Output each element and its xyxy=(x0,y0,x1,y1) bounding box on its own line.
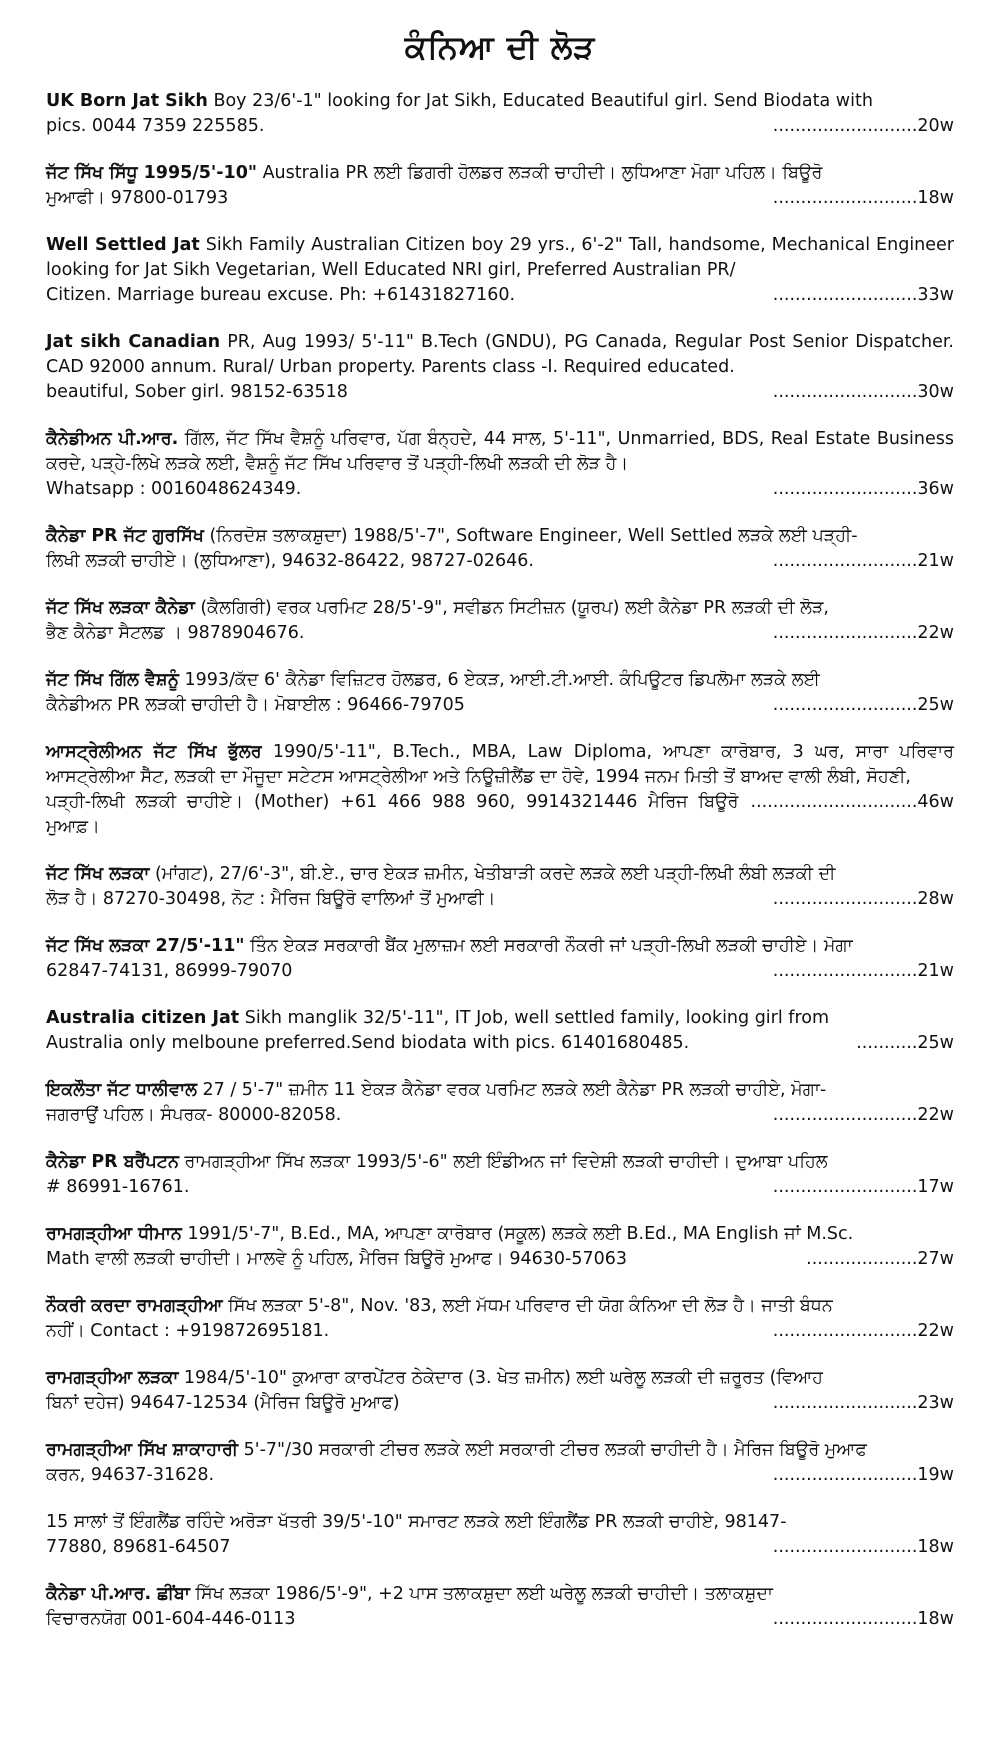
classifieds-page xyxy=(46,28,954,1654)
ad-last-line xyxy=(46,1247,954,1272)
ad-word-count-wrap xyxy=(761,477,954,502)
ad-body: ਸਿੱਖ ਲੜਕਾ 1986/5'-9", +2 ਪਾਸ ਤਲਾਕਸ਼ੁਦਾ ਲਈ ਘਰੇਲੂ ਲੜਕੀ ਚਾਹੀਦੀ। ਤਲਾਕਸ਼ੁਦਾ xyxy=(189,1584,773,1604)
dot-leader: .................... xyxy=(806,1249,918,1269)
dot-leader: .......................... xyxy=(772,1177,918,1197)
ad-listing xyxy=(46,1222,954,1272)
ad-last-line xyxy=(46,959,954,984)
ad-body: (ਨਿਰਦੋਸ਼ ਤਲਾਕਸ਼ੁਦਾ) 1988/5'-7", Software Engineer, Well Settled ਲੜਕੇ ਲਈ ਪੜ੍ਹੀ- xyxy=(203,526,858,546)
ad-word-count-wrap xyxy=(761,186,954,211)
ad-last-line xyxy=(46,380,954,405)
word-count: 20w xyxy=(917,116,954,136)
ad-lead: ਕੈਨੇਡੀਅਨ ਪੀ.ਆਰ. xyxy=(46,429,179,449)
ad-lead: UK Born Jat Sikh xyxy=(46,91,208,111)
ad-text xyxy=(46,233,954,283)
ad-lead: ਰਾਮਗੜ੍ਹੀਆ ਲੜਕਾ xyxy=(46,1368,179,1388)
ads-list xyxy=(46,89,954,1632)
ad-body: ਗਿੱਲ, ਜੱਟ ਸਿੱਖ ਵੈਸ਼ਨੂੰ ਪਰਿਵਾਰ, ਪੱਗ ਬੰਨ੍ਹਦੇ, 44 ਸਾਲ, 5'-11", Unmarried, BDS, Real Estate Business ਕਰਦੇ, ਪੜ੍ਹੇ-ਲਿਖੇ ਲੜਕੇ ਲਈ, ਵੈਸ਼ਨੂੰ ਜੱਟ ਸਿੱਖ ਪਰਿਵਾਰ ਤੋਂ ਪੜ੍ਹੀ-ਲਿਖੀ ਲੜਕੀ ਦੀ ਲੋੜ ਹੈ। xyxy=(46,429,954,474)
ad-word-count-wrap xyxy=(761,887,954,912)
ad-last-line xyxy=(46,549,954,574)
ad-listing xyxy=(46,427,954,502)
ad-word-count-wrap xyxy=(761,1391,954,1416)
ad-last-line xyxy=(46,1607,954,1632)
dot-leader: ........... xyxy=(856,1033,918,1053)
ad-contact: ਪੜ੍ਹੀ-ਲਿਖੀ ਲੜਕੀ ਚਾਹੀਏ। (Mother) +61 466 988 960, 9914321446 ਮੈਰਿਜ ਬਿਊਰੋ ਮੁਆਫ਼। xyxy=(46,792,739,837)
ad-last-line xyxy=(46,186,954,211)
dot-leader: .......................... xyxy=(772,1321,918,1341)
ad-lead: ਕੈਨੇਡਾ PR ਬਰੈਂਪਟਨ xyxy=(46,1152,179,1172)
ad-lead: ਕੈਨੇਡਾ PR ਜੱਟ ਗੁਰਸਿੱਖ xyxy=(46,526,204,546)
ad-listing xyxy=(46,1582,954,1632)
ad-listing xyxy=(46,862,954,912)
ad-body: 27 / 5'-7" ਜ਼ਮੀਨ 11 ਏਕੜ ਕੈਨੇਡਾ ਵਰਕ ਪਰਮਿਟ ਲੜਕੇ ਲਈ ਕੈਨੇਡਾ PR ਲੜਕੀ ਚਾਹੀਏ, ਮੋਗਾ- xyxy=(196,1080,827,1100)
ad-last-line xyxy=(46,790,954,840)
ad-word-count-wrap xyxy=(761,1175,954,1200)
ad-body: 15 ਸਾਲਾਂ ਤੋਂ ਇੰਗਲੈਂਡ ਰਹਿੰਦੇ ਅਰੋੜਾ ਖੱਤਰੀ 39/5'-10" ਸਮਾਰਟ ਲੜਕੇ ਲਈ ਇੰਗਲੈਂਡ PR ਲੜਕੀ ਚਾਹੀਏ, 98147- xyxy=(46,1512,787,1532)
ad-body: (ਕੈਲਗਿਰੀ) ਵਰਕ ਪਰਮਿਟ 28/5'-9", ਸਵੀਡਨ ਸਿਟੀਜ਼ਨ (ਯੂਰਪ) ਲਈ ਕੈਨੇਡਾ PR ਲੜਕੀ ਦੀ ਲੋੜ, xyxy=(194,598,829,618)
ad-lead: Australia citizen Jat xyxy=(46,1008,240,1028)
ad-text xyxy=(46,934,954,959)
ad-lead: ਜੱਟ ਸਿੱਖ ਗਿੱਲ ਵੈਸ਼ਨੂੰ xyxy=(46,670,179,690)
ad-text xyxy=(46,427,954,477)
ad-body: Australia PR ਲਈ ਡਿਗਰੀ ਹੋਲਡਰ ਲੜਕੀ ਚਾਹੀਦੀ। ਲੁਧਿਆਣਾ ਮੋਗਾ ਪਹਿਲ। ਬਿਊਰੋ xyxy=(257,163,823,183)
word-count: 18w xyxy=(917,188,954,208)
ad-word-count-wrap xyxy=(761,693,954,718)
ad-body: 1990/5'-11", B.Tech., MBA, Law Diploma, ਆਪਣਾ ਕਾਰੋਬਾਰ, 3 ਘਰ, ਸਾਰਾ ਪਰਿਵਾਰ ਆਸਟ੍ਰੇਲੀਆ ਸੈੱਟ, ਲੜਕੀ ਦਾ ਮੌਜੂਦਾ ਸਟੇਟਸ ਆਸਟ੍ਰੇਲੀਆ ਅਤੇ ਨਿਊਜ਼ੀਲੈਂਡ ਦਾ ਹੋਵੇ, 1994 ਜਨਮ ਮਿਤੀ ਤੋਂ ਬਾਅਦ ਵਾਲੀ ਲੰਬੀ, ਸੋਹਣੀ, xyxy=(46,742,955,787)
ad-text xyxy=(46,330,954,380)
ad-text xyxy=(46,89,954,114)
ad-listing xyxy=(46,1078,954,1128)
word-count: 27w xyxy=(917,1249,954,1269)
dot-leader: .......................... xyxy=(772,1393,918,1413)
ad-body: 1991/5'-7", B.Ed., MA, ਆਪਣਾ ਕਾਰੋਬਾਰ (ਸਕੂਲ) ਲੜਕੇ ਲਈ B.Ed., MA English ਜਾਂ M.Sc. xyxy=(181,1224,854,1244)
ad-text xyxy=(46,1366,954,1391)
ad-contact: # 86991-16761. xyxy=(46,1177,190,1197)
ad-text xyxy=(46,1150,954,1175)
ad-listing xyxy=(46,668,954,718)
ad-word-count-wrap xyxy=(761,380,954,405)
ad-contact: ਨਹੀਂ। Contact : +919872695181. xyxy=(46,1321,330,1341)
ad-word-count-wrap xyxy=(761,959,954,984)
ad-listing xyxy=(46,330,954,405)
ad-last-line xyxy=(46,1103,954,1128)
ad-body: PR, Aug 1993/ 5'-11" B.Tech (GNDU), PG Canada, Regular Post Senior Dispatcher. CAD 92000 annum. Rural/ Urban property. Parents class -I. Required educated. xyxy=(46,332,954,377)
ad-contact: ਕੈਨੇਡੀਅਨ PR ਲੜਕੀ ਚਾਹੀਦੀ ਹੈ। ਮੋਬਾਈਲ : 96466-79705 xyxy=(46,695,465,715)
ad-listing xyxy=(46,596,954,646)
ad-word-count-wrap xyxy=(761,1535,954,1560)
dot-leader: .......................... xyxy=(772,1537,918,1557)
ad-text xyxy=(46,524,954,549)
ad-lead: ਜੱਟ ਸਿੱਖ ਲੜਕਾ xyxy=(46,864,150,884)
ad-last-line xyxy=(46,1535,954,1560)
ad-contact: Math ਵਾਲੀ ਲੜਕੀ ਚਾਹੀਦੀ। ਮਾਲਵੇ ਨੂੰ ਪਹਿਲ, ਮੈਰਿਜ ਬਿਊਰੋ ਮੁਆਫ। 94630-57063 xyxy=(46,1249,628,1269)
ad-lead: ਰਾਮਗੜ੍ਹੀਆ ਧੀਮਾਨ xyxy=(46,1224,182,1244)
word-count: 23w xyxy=(917,1393,954,1413)
ad-word-count-wrap xyxy=(794,1247,954,1272)
ad-word-count-wrap xyxy=(761,549,954,574)
ad-contact: Whatsapp : 0016048624349. xyxy=(46,479,302,499)
ad-word-count-wrap xyxy=(761,283,954,308)
word-count: 17w xyxy=(917,1177,954,1197)
ad-lead: Well Settled Jat xyxy=(46,235,200,255)
dot-leader: .......................... xyxy=(772,116,918,136)
ad-body: Sikh manglik 32/5'-11", IT Job, well settled family, looking girl from xyxy=(239,1008,830,1028)
ad-body: ਸਿੱਖ ਲੜਕਾ 5'-8", Nov. '83, ਲਈ ਮੱਧਮ ਪਰਿਵਾਰ ਦੀ ਯੋਗ ਕੰਨਿਆ ਦੀ ਲੋੜ ਹੈ। ਜਾਤੀ ਬੰਧਨ xyxy=(222,1296,833,1316)
word-count: 30w xyxy=(917,382,954,402)
ad-last-line xyxy=(46,477,954,502)
ad-lead: ਆਸਟ੍ਰੇਲੀਅਨ ਜੱਟ ਸਿੱਖ ਭੁੱਲਰ xyxy=(46,742,262,762)
ad-lead: ਇਕਲੌਤਾ ਜੱਟ ਧਾਲੀਵਾਲ xyxy=(46,1080,197,1100)
ad-last-line xyxy=(46,1463,954,1488)
dot-leader: .......................... xyxy=(772,695,918,715)
ad-word-count-wrap xyxy=(761,114,954,139)
ad-lead: ਰਾਮਗੜ੍ਹੀਆ ਸਿੱਖ ਸ਼ਾਕਾਹਾਰੀ xyxy=(46,1440,239,1460)
ad-contact: ਮੁਆਫੀ। 97800-01793 xyxy=(46,188,229,208)
ad-body: 1993/ਕੱਦ 6' ਕੈਨੇਡਾ ਵਿਜ਼ਿਟਰ ਹੋਲਡਰ, 6 ਏਕੜ, ਆਈ.ਟੀ.ਆਈ. ਕੰਪਿਊਟਰ ਡਿਪਲੋਮਾ ਲੜਕੇ ਲਈ xyxy=(178,670,820,690)
ad-listing xyxy=(46,1366,954,1416)
ad-lead: ਜੱਟ ਸਿੱਖ ਲੜਕਾ 27/5'-11" xyxy=(46,936,245,956)
dot-leader: .......................... xyxy=(772,382,918,402)
ad-text xyxy=(46,161,954,186)
ad-listing xyxy=(46,934,954,984)
ad-contact: Australia only melboune preferred.Send biodata with pics. 61401680485. xyxy=(46,1033,690,1053)
ad-body: 1984/5'-10" ਕੁਆਰਾ ਕਾਰਪੇਂਟਰ ਠੇਕੇਦਾਰ (3. ਖੇਤ ਜ਼ਮੀਨ) ਲਈ ਘਰੇਲੂ ਲੜਕੀ ਦੀ ਜ਼ਰੂਰਤ (ਵਿਆਹ xyxy=(178,1368,823,1388)
ad-text xyxy=(46,596,954,621)
ad-last-line xyxy=(46,621,954,646)
ad-body: 5'-7"/30 ਸਰਕਾਰੀ ਟੀਚਰ ਲੜਕੇ ਲਈ ਸਰਕਾਰੀ ਟੀਚਰ ਲੜਕੀ ਚਾਹੀਦੀ ਹੈ। ਮੈਰਿਜ ਬਿਊਰੋ ਮੁਆਫ xyxy=(238,1440,867,1460)
ad-last-line xyxy=(46,1175,954,1200)
ad-last-line xyxy=(46,693,954,718)
word-count: 25w xyxy=(917,1033,954,1053)
ad-lead: ਜੱਟ ਸਿੱਖ ਸਿੱਧੂ 1995/5'-10" xyxy=(46,163,257,183)
ad-listing xyxy=(46,89,954,139)
ad-word-count-wrap xyxy=(761,621,954,646)
ad-contact: ਲਿਖੀ ਲੜਕੀ ਚਾਹੀਏ। (ਲੁਧਿਆਣਾ), 94632-86422, 98727-02646. xyxy=(46,551,534,571)
ad-body: (ਮਾਂਗਟ), 27/6'-3", ਬੀ.ਏ., ਚਾਰ ਏਕੜ ਜ਼ਮੀਨ, ਖੇਤੀਬਾੜੀ ਕਰਦੇ ਲੜਕੇ ਲਈ ਪੜ੍ਹੀ-ਲਿਖੀ ਲੰਬੀ ਲੜਕੀ ਦੀ xyxy=(149,864,836,884)
word-count: 22w xyxy=(917,1321,954,1341)
dot-leader: .......................... xyxy=(772,889,918,909)
dot-leader: .......................... xyxy=(772,623,918,643)
word-count: 33w xyxy=(917,285,954,305)
dot-leader: .......................... xyxy=(772,961,918,981)
ad-contact: ਵਿਚਾਰਨਯੋਗ 001-604-446-0113 xyxy=(46,1609,296,1629)
ad-listing xyxy=(46,1294,954,1344)
ad-body: Boy 23/6'-1" looking for Jat Sikh, Educated Beautiful girl. Send Biodata with xyxy=(207,91,873,111)
ad-last-line xyxy=(46,887,954,912)
ad-listing xyxy=(46,1006,954,1056)
word-count: 22w xyxy=(917,623,954,643)
ad-listing xyxy=(46,740,954,840)
word-count: 22w xyxy=(917,1105,954,1125)
ad-text xyxy=(46,862,954,887)
ad-word-count-wrap xyxy=(761,1319,954,1344)
dot-leader: .......................... xyxy=(772,479,918,499)
dot-leader: .......................... xyxy=(772,1609,918,1629)
ad-word-count-wrap xyxy=(761,1463,954,1488)
ad-listing xyxy=(46,233,954,308)
ad-word-count-wrap xyxy=(844,1031,954,1056)
dot-leader: .......................... xyxy=(772,551,918,571)
ad-lead: Jat sikh Canadian xyxy=(46,332,221,352)
ad-word-count-wrap xyxy=(739,790,954,815)
page-title: ਕੰਨਿਆ ਦੀ ਲੋੜ xyxy=(404,28,596,66)
ad-listing xyxy=(46,1438,954,1488)
word-count: 25w xyxy=(917,695,954,715)
ad-listing xyxy=(46,1510,954,1560)
word-count: 18w xyxy=(917,1537,954,1557)
ad-last-line xyxy=(46,1031,954,1056)
ad-last-line xyxy=(46,283,954,308)
word-count: 46w xyxy=(917,792,954,812)
ad-contact: ਜਗਰਾਉਂ ਪਹਿਲ। ਸੰਪਰਕ- 80000-82058. xyxy=(46,1105,342,1125)
ad-text xyxy=(46,740,954,790)
ad-text xyxy=(46,1222,954,1247)
ad-contact: Citizen. Marriage bureau excuse. Ph: +61431827160. xyxy=(46,285,516,305)
ad-text xyxy=(46,1006,954,1031)
ad-body: ਰਾਮਗੜ੍ਹੀਆ ਸਿੱਖ ਲੜਕਾ 1993/5'-6" ਲਈ ਇੰਡੀਅਨ ਜਾਂ ਵਿਦੇਸ਼ੀ ਲੜਕੀ ਚਾਹੀਦੀ। ਦੁਆਬਾ ਪਹਿਲ xyxy=(178,1152,828,1172)
ad-last-line xyxy=(46,1391,954,1416)
ad-text xyxy=(46,1438,954,1463)
ad-lead: ਜੱਟ ਸਿੱਖ ਲੜਕਾ ਕੈਨੇਡਾ xyxy=(46,598,195,618)
ad-text xyxy=(46,1078,954,1103)
ad-word-count-wrap xyxy=(761,1103,954,1128)
ad-contact: 62847-74131, 86999-79070 xyxy=(46,961,293,981)
word-count: 28w xyxy=(917,889,954,909)
word-count: 19w xyxy=(917,1465,954,1485)
ad-body: Sikh Family Australian Citizen boy 29 yrs., 6'-2" Tall, handsome, Mechanical Engineer looking for Jat Sikh Vegetarian, Well Educated NRI girl, Preferred Australian PR/ xyxy=(46,235,955,280)
dot-leader: .......................... xyxy=(772,1105,918,1125)
ad-last-line xyxy=(46,1319,954,1344)
ad-contact: ਬਿਨਾਂ ਦਹੇਜ) 94647-12534 (ਮੈਰਿਜ ਬਿਊਰੋ ਮੁਆਫ) xyxy=(46,1393,400,1413)
word-count: 21w xyxy=(917,961,954,981)
ad-contact: beautiful, Sober girl. 98152-63518 xyxy=(46,382,348,402)
dot-leader: .............................. xyxy=(750,792,918,812)
ad-contact: pics. 0044 7359 225585. xyxy=(46,116,265,136)
dot-leader: .......................... xyxy=(772,285,918,305)
ad-contact: ਕਰਨ, 94637-31628. xyxy=(46,1465,215,1485)
ad-lead: ਨੌਕਰੀ ਕਰਦਾ ਰਾਮਗੜ੍ਹੀਆ xyxy=(46,1296,223,1316)
ad-body: ਤਿੰਨ ਏਕੜ ਸਰਕਾਰੀ ਬੈਂਕ ਮੁਲਾਜ਼ਮ ਲਈ ਸਰਕਾਰੀ ਨੌਕਰੀ ਜਾਂ ਪੜ੍ਹੀ-ਲਿਖੀ ਲੜਕੀ ਚਾਹੀਏ। ਮੋਗਾ xyxy=(244,936,853,956)
ad-contact: 77880, 89681-64507 xyxy=(46,1537,231,1557)
word-count: 21w xyxy=(917,551,954,571)
ad-listing xyxy=(46,161,954,211)
word-count: 18w xyxy=(917,1609,954,1629)
ad-lead: ਕੈਨੇਡਾ ਪੀ.ਆਰ. ਛੀਂਬਾ xyxy=(46,1584,190,1604)
ad-last-line xyxy=(46,114,954,139)
ad-contact: ਭੈਣ ਕੈਨੇਡਾ ਸੈਟਲਡ । 9878904676. xyxy=(46,623,305,643)
ad-word-count-wrap xyxy=(761,1607,954,1632)
ad-contact: ਲੋੜ ਹੈ। 87270-30498, ਨੋਟ : ਮੈਰਿਜ ਬਿਊਰੋ ਵਾਲਿਆਂ ਤੋਂ ਮੁਆਫੀ। xyxy=(46,889,496,909)
ad-listing xyxy=(46,1150,954,1200)
word-count: 36w xyxy=(917,479,954,499)
ad-text xyxy=(46,1510,954,1535)
ad-text xyxy=(46,1294,954,1319)
ad-text xyxy=(46,1582,954,1607)
ad-listing xyxy=(46,524,954,574)
dot-leader: .......................... xyxy=(772,188,918,208)
ad-text xyxy=(46,668,954,693)
dot-leader: .......................... xyxy=(772,1465,918,1485)
